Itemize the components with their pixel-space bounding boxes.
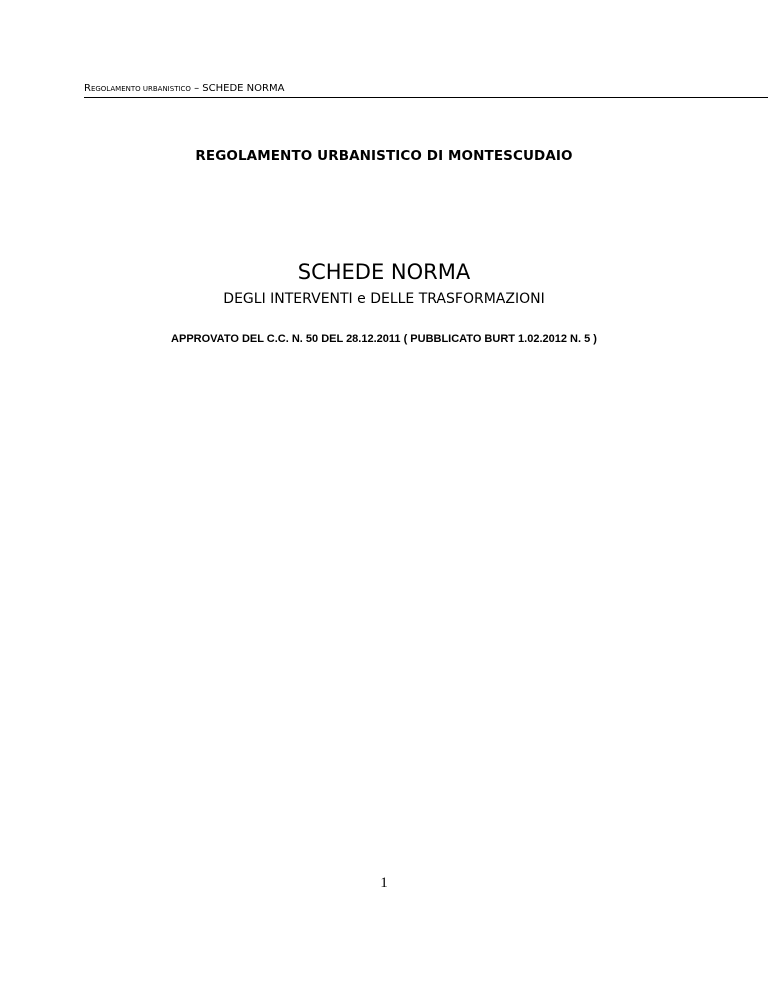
document-title: REGOLAMENTO URBANISTICO DI MONTESCUDAIO [195,148,573,164]
page-number: 1 [380,875,388,891]
running-header [84,83,768,98]
header-initial: R [84,83,91,94]
header-separator: – [190,83,203,94]
header-section-name: SCHEDE NORMA [202,83,285,94]
subtitle: DEGLI INTERVENTI e DELLE TRASFORMAZIONI [223,291,545,307]
approval-note: APPROVATO DEL C.C. N. 50 DEL 28.12.2011 ( PUBBLICATO BURT 1.02.2012 N. 5 ) [171,333,597,345]
header-document-name: EGOLAMENTO URBANISTICO [90,85,191,93]
main-title: SCHEDE NORMA [297,260,471,284]
